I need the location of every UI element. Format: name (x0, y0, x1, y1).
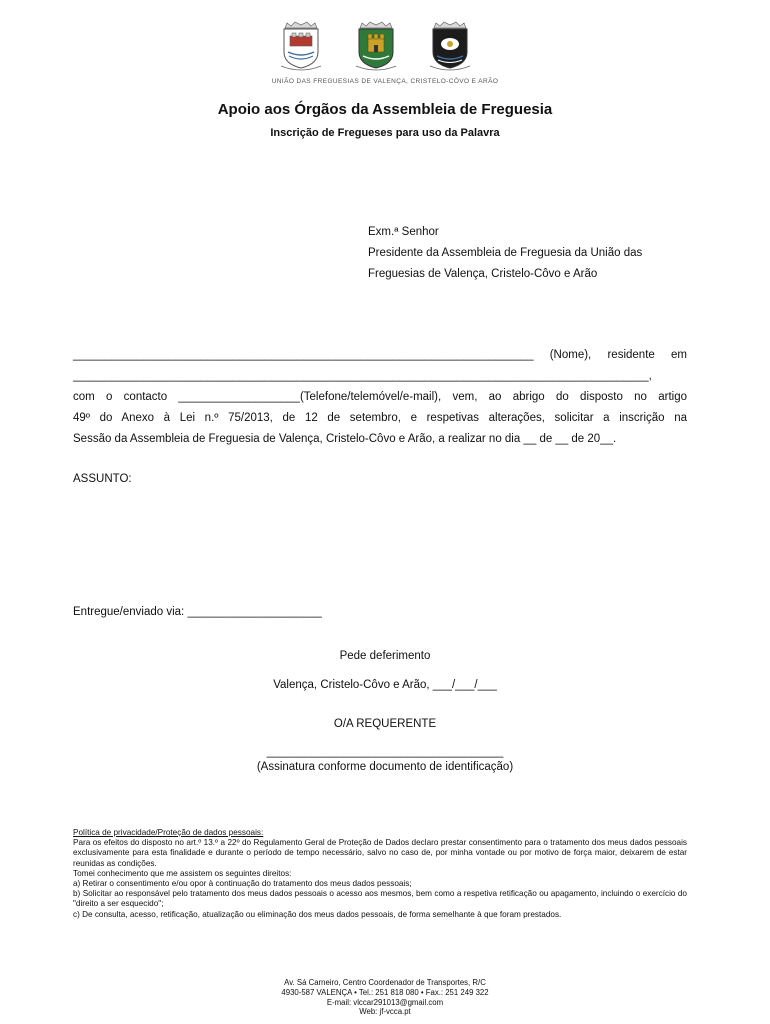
place-date: Valença, Cristelo-Côvo e Arão, ___/___/___ (273, 679, 497, 691)
privacy-right-c: c) De consulta, acesso, retificação, atualização ou eliminação dos meus dados pessoais, de forma semelhante à que foram prestados. (73, 909, 562, 919)
legal-basis-line: 49º do Anexo à Lei n.º 75/2013, de 12 de setembro, e respetivas alterações, solicitar a inscrição na (73, 412, 687, 424)
deferment-request: Pede deferimento (339, 650, 431, 662)
privacy-heading: Política de privacidade/Proteção de dados pessoais: (73, 828, 264, 837)
request-paragraph (73, 345, 687, 450)
requester-label: O/A REQUERENTE (333, 718, 437, 730)
session-line: Sessão da Assembleia de Freguesia de Valença, Cristelo-Côvo e Arão, a realizar no dia __ de __ de 20__. (73, 433, 617, 445)
contact-line: com o contacto ___________________(Telefone/telemóvel/e-mail), vem, ao abrigo do disposto no artigo (73, 391, 687, 403)
page-subtitle: Inscrição de Fregueses para uso da Palavra (270, 127, 500, 139)
privacy-policy (73, 828, 687, 920)
name-line: ________________________________________________________________________ (Nome), residente em (73, 349, 687, 361)
privacy-right-a: a) Retirar o consentimento e/ou opor à continuação do tratamento dos meus dados pessoais; (73, 879, 412, 889)
addressee-block (368, 222, 642, 285)
footer-postcode-phone: 4930-587 VALENÇA • Tel.: 251 818 080 • Fax.: 251 249 322 (281, 987, 489, 997)
footer-website: Web: jf-vcca.pt (359, 1007, 411, 1017)
crest-row (0, 20, 770, 76)
delivery-field: Entregue/enviado via: _____________________ (73, 606, 322, 618)
signature-line: _____________________________________ (266, 746, 504, 758)
subject-label: ASSUNTO: (73, 473, 132, 485)
addressee-title: Presidente da Assembleia de Freguesia da União das (368, 247, 643, 259)
privacy-rights-intro: Tomei conhecimento que me assistem os seguintes direitos: (73, 868, 292, 878)
arao-crest-icon (426, 20, 474, 74)
footer-email: E-mail: vlccar291013@gmail.com (326, 997, 444, 1007)
privacy-right-b: b) Solicitar ao responsável pelo tratamento dos meus dados pessoais o acesso aos mesmos, bem como a respetiva retificação ou apagamento, incluindo o exercício do "direito a ser esquecido"; (73, 889, 687, 909)
union-caption: UNIÃO DAS FREGUESIAS DE VALENÇA, CRISTELO-CÔVO E ARÃO (271, 78, 499, 85)
page-footer (0, 978, 770, 1017)
valenca-crest-icon (277, 20, 325, 74)
residence-line: __________________________________________________________________________________________, (73, 370, 652, 382)
privacy-consent: Para os efeitos do disposto no art.º 13.º a 22º do Regulamento Geral de Proteção de Dados declaro prestar consentimento para o tratamento dos meus dados pessoais exclusivamente para esta finalidade e durante o período de tempo necessário, salvo no caso de, por minha vontade ou por motivo de força maior, deixarem de estar reunidas as condições. (73, 838, 687, 868)
addressee-salutation: Exm.ª Senhor (368, 226, 439, 238)
page-title: Apoio aos Órgãos da Assembleia de Freguesia (217, 101, 553, 118)
signature-note: (Assinatura conforme documento de identificação) (256, 761, 514, 773)
footer-address: Av. Sá Carneiro, Centro Coordenador de Transportes, R/C (284, 978, 486, 987)
cristelo-covo-crest-icon (352, 20, 400, 74)
addressee-title-cont: Freguesias de Valença, Cristelo-Côvo e Arão (368, 268, 598, 280)
